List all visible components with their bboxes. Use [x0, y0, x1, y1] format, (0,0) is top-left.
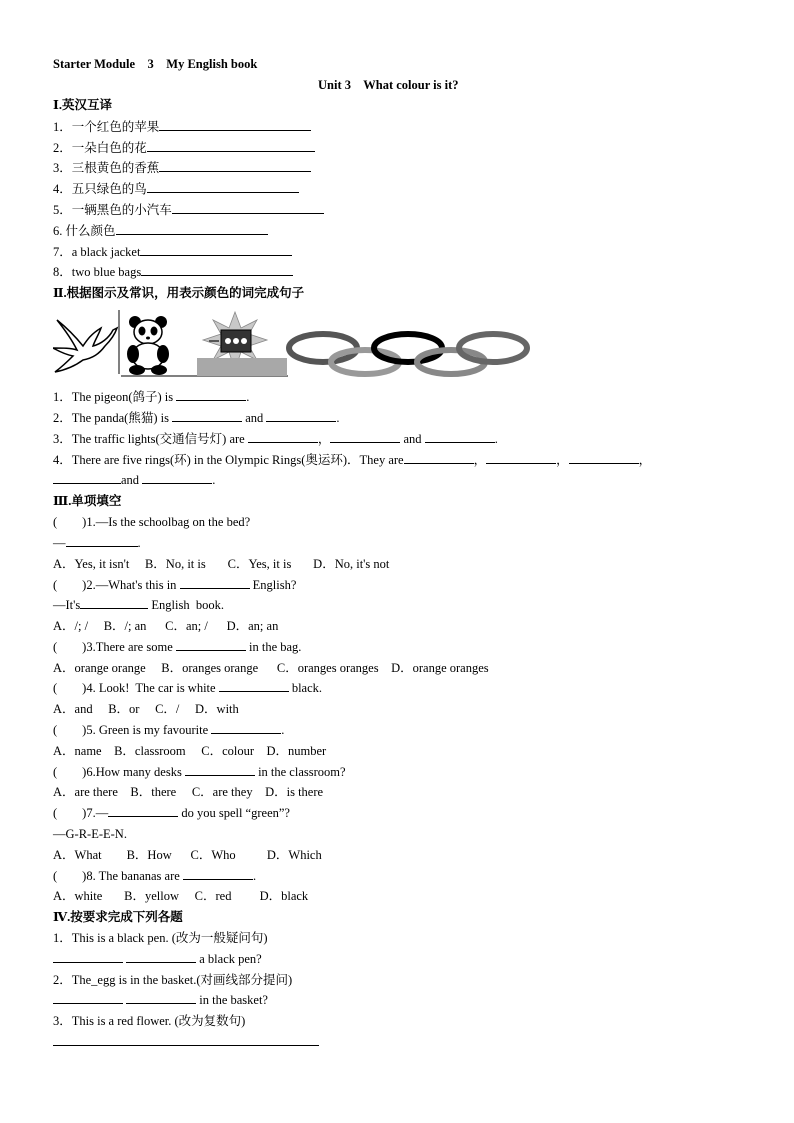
part3-q5-options: A．name B．classroom C．colour D．number: [53, 744, 327, 758]
unit-title: Unit 3 What colour is it?: [318, 78, 459, 92]
answer-blank[interactable]: [80, 597, 148, 609]
answer-blank[interactable]: [176, 639, 246, 651]
answer-blank[interactable]: [53, 1034, 319, 1046]
part3-q8-options: A．white B．yellow C．red D．black: [53, 889, 309, 903]
answer-blank[interactable]: [266, 410, 336, 422]
part4-q1: 1．This is a black pen. (改为一般疑问句): [53, 931, 268, 945]
answer-blank[interactable]: [126, 951, 196, 963]
pigeon-icon: [53, 310, 119, 374]
part2-q3: 3．The traffic lights(交通信号灯) are ， and .: [53, 432, 498, 446]
part4-q2-answer: in the basket?: [53, 992, 268, 1008]
answer-blank[interactable]: [147, 181, 299, 193]
part1-item-6: 6. 什么颜色: [53, 223, 268, 239]
part3-q2-answer: —It's English book.: [53, 598, 224, 612]
answer-blank[interactable]: [425, 431, 495, 443]
part3-q6: ( )6.How many desks in the classroom?: [53, 765, 346, 779]
answer-blank[interactable]: [147, 140, 315, 152]
answer-blank[interactable]: [211, 722, 281, 734]
answer-blank[interactable]: [159, 160, 311, 172]
part3-q3: ( )3.There are some in the bag.: [53, 640, 302, 654]
answer-blank[interactable]: [404, 452, 474, 464]
part1-item-1: 1．一个红色的苹果: [53, 119, 311, 135]
part4-q1-answer: a black pen?: [53, 951, 262, 967]
answer-blank[interactable]: [53, 951, 123, 963]
answer-blank[interactable]: [141, 264, 293, 276]
answer-blank[interactable]: [172, 410, 242, 422]
part3-q7-options: A．What B．How C．Who D．Which: [53, 848, 322, 862]
part3-q7: ( )7.— do you spell “green”?: [53, 806, 290, 820]
part3-q1-answer: — .: [53, 536, 141, 550]
part1-item-3: 3．三根黄色的香蕉: [53, 160, 311, 176]
answer-blank[interactable]: [569, 452, 639, 464]
answer-blank[interactable]: [126, 992, 196, 1004]
part4-q2: 2．The_egg is in the basket.(对画线部分提问): [53, 973, 293, 987]
module-title: Starter Module 3 My English book: [53, 57, 258, 71]
part3-q1-options: A．Yes, it isn't B．No, it is C．Yes, it is D．No, it's not: [53, 557, 390, 571]
answer-blank[interactable]: [248, 431, 318, 443]
part3-q5: ( )5. Green is my favourite .: [53, 723, 285, 737]
part1-item-2: 2．一朵白色的花: [53, 140, 315, 156]
section-1-title: Ⅰ.英汉互译: [53, 98, 112, 112]
answer-blank[interactable]: [486, 452, 556, 464]
section-2-title: Ⅱ.根据图示及常识，用表示颜色的词完成句子: [53, 286, 305, 300]
answer-blank[interactable]: [330, 431, 400, 443]
part3-q7-answer: —G-R-E-E-N.: [53, 827, 127, 841]
answer-blank[interactable]: [180, 577, 250, 589]
section-4-title: Ⅳ.按要求完成下列各题: [53, 910, 183, 924]
part1-item-7: 7．a black jacket: [53, 244, 292, 260]
traffic-light-icon: [197, 312, 287, 376]
answer-blank[interactable]: [142, 472, 212, 484]
answer-blank[interactable]: [140, 244, 292, 256]
part1-item-5: 5．一辆黑色的小汽车: [53, 202, 324, 218]
answer-blank[interactable]: [108, 805, 178, 817]
part3-q2-options: A．/; / B．/; an C．an; / D．an; an: [53, 619, 279, 633]
part4-q3-answer: [53, 1034, 319, 1050]
olympic-rings-icon: [289, 334, 527, 374]
answer-blank[interactable]: [53, 472, 121, 484]
part3-q6-options: A．are there B．there C．are they D．is there: [53, 785, 324, 799]
part3-q3-options: A．orange orange B．oranges orange C．oranges oranges D．orange oranges: [53, 661, 489, 675]
answer-blank[interactable]: [53, 992, 123, 1004]
part3-q4: ( )4. Look! The car is white black.: [53, 681, 323, 695]
answer-blank[interactable]: [176, 389, 246, 401]
answer-blank[interactable]: [219, 680, 289, 692]
answer-blank[interactable]: [66, 535, 138, 547]
answer-blank[interactable]: [183, 868, 253, 880]
color-pictures: [53, 310, 573, 380]
part1-item-8: 8．two blue bags: [53, 264, 293, 280]
part3-q8: ( )8. The bananas are .: [53, 869, 257, 883]
answer-blank[interactable]: [185, 764, 255, 776]
part3-q1: ( )1.—Is the schoolbag on the bed?: [53, 515, 251, 529]
part2-q2: 2．The panda(熊猫) is and .: [53, 411, 340, 425]
section-3-title: Ⅲ.单项填空: [53, 494, 122, 508]
answer-blank[interactable]: [159, 119, 311, 131]
answer-blank[interactable]: [116, 223, 268, 235]
part3-q4-options: A．and B．or C．/ D．with: [53, 702, 239, 716]
part4-q3: 3．This is a red flower. (改为复数句): [53, 1014, 246, 1028]
answer-blank[interactable]: [172, 202, 324, 214]
part2-q4-line2: and .: [53, 472, 215, 488]
part3-q2: ( )2.—What's this in English?: [53, 578, 297, 592]
part1-item-4: 4．五只绿色的鸟: [53, 181, 299, 197]
part2-q4-line1: 4．There are five rings(环) in the Olympic Rings(奥运环)．They are ， ， ，: [53, 453, 652, 467]
part2-q1: 1．The pigeon(鸽子) is .: [53, 390, 250, 404]
